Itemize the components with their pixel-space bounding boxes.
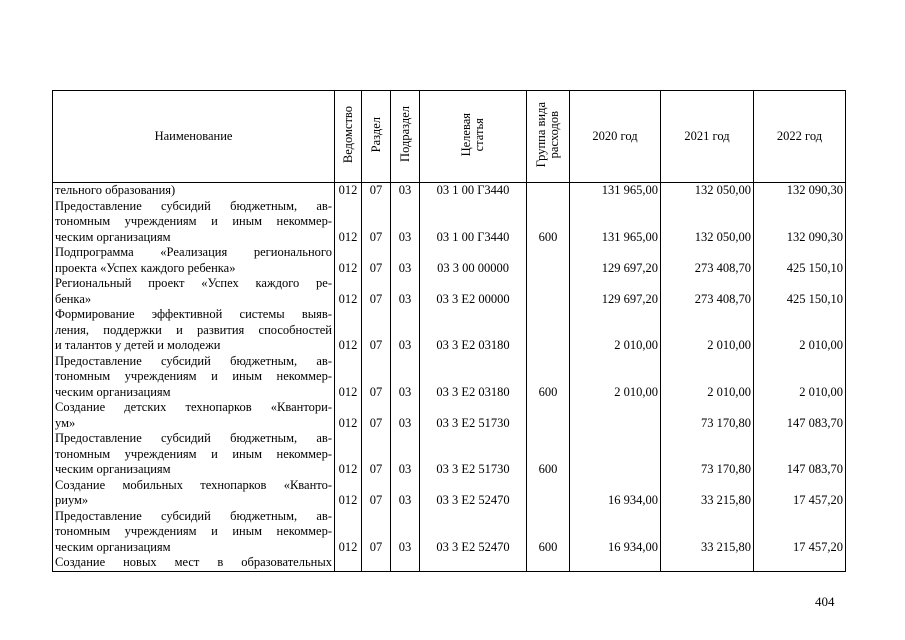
cell-podrazdel: 03 [391, 183, 420, 199]
header-2020: 2020 год [570, 91, 661, 183]
table-row [53, 400, 846, 431]
cell-name [53, 307, 335, 354]
cell-gruppa [527, 245, 570, 276]
cell-name [53, 431, 335, 478]
cell-podrazdel: 03 [391, 276, 420, 307]
cell-name [53, 555, 335, 571]
cell-gruppa: 600 [527, 354, 570, 401]
cell-2022: 132 090,30 [754, 183, 846, 199]
cell-2021: 132 050,00 [661, 183, 754, 199]
cell-celevaya-statya: 03 3 E2 00000 [420, 276, 527, 307]
cell-name [53, 183, 335, 199]
header-gruppa-line2: расходов [547, 110, 561, 158]
header-razdel-label: Раздел [368, 116, 383, 152]
cell-vedomstvo: 012 [335, 307, 362, 354]
cell-name [53, 509, 335, 556]
cell-name-line: ум» [55, 415, 76, 430]
cell-gruppa [527, 183, 570, 199]
cell-podrazdel: 03 [391, 307, 420, 354]
table-row [53, 307, 846, 354]
cell-2020 [570, 431, 661, 478]
cell-name-line: Предоставление субсидий бюджетным, ав- [55, 431, 332, 445]
cell-razdel: 07 [362, 400, 391, 431]
cell-name [53, 276, 335, 307]
cell-podrazdel: 03 [391, 478, 420, 509]
cell-gruppa: 600 [527, 431, 570, 478]
cell-gruppa: 600 [527, 199, 570, 246]
cell-2021: 33 215,80 [661, 509, 754, 556]
cell-razdel: 07 [362, 245, 391, 276]
cell-name-line: тономным учреждениям и иным некоммер- [55, 214, 332, 228]
cell-razdel [362, 555, 391, 571]
cell-2022: 147 083,70 [754, 431, 846, 478]
cell-vedomstvo: 012 [335, 183, 362, 199]
cell-razdel: 07 [362, 276, 391, 307]
cell-2021: 273 408,70 [661, 276, 754, 307]
cell-2022 [754, 555, 846, 571]
cell-celevaya-statya [420, 555, 527, 571]
cell-name-line: ческим организациям [55, 539, 171, 554]
table-row [53, 354, 846, 401]
cell-celevaya-statya: 03 3 00 00000 [420, 245, 527, 276]
header-statya-line2: статья [472, 117, 486, 151]
cell-2022: 425 150,10 [754, 245, 846, 276]
cell-gruppa [527, 478, 570, 509]
cell-2021: 132 050,00 [661, 199, 754, 246]
cell-name-line: бенка» [55, 291, 92, 306]
cell-razdel: 07 [362, 509, 391, 556]
cell-razdel: 07 [362, 307, 391, 354]
header-2021: 2021 год [661, 91, 754, 183]
header-name: Наименование [53, 91, 335, 183]
cell-razdel: 07 [362, 183, 391, 199]
header-razdel [362, 91, 391, 183]
cell-celevaya-statya: 03 1 00 Г3440 [420, 199, 527, 246]
cell-name-line: Создание детских технопарков «Квантори- [55, 400, 332, 414]
cell-2020 [570, 555, 661, 571]
cell-2022: 147 083,70 [754, 400, 846, 431]
header-gruppa-label [535, 102, 561, 167]
cell-vedomstvo: 012 [335, 478, 362, 509]
header-gruppa [527, 91, 570, 183]
table-row [53, 199, 846, 246]
cell-name-line: Формирование эффективной системы выяв- [55, 307, 332, 321]
cell-2020: 2 010,00 [570, 307, 661, 354]
cell-name-line: тономным учреждениям и иным некоммер- [55, 446, 332, 461]
cell-vedomstvo: 012 [335, 431, 362, 478]
cell-name-line: ческим организациям [55, 462, 171, 476]
header-row [53, 91, 846, 183]
table-body [53, 183, 846, 572]
cell-2022: 17 457,20 [754, 509, 846, 556]
cell-vedomstvo: 012 [335, 199, 362, 246]
cell-razdel: 07 [362, 478, 391, 509]
cell-vedomstvo: 012 [335, 245, 362, 276]
cell-name-line: Создание мобильных технопарков «Кванто- [55, 477, 332, 492]
cell-vedomstvo [335, 555, 362, 571]
page-number: 404 [815, 594, 835, 609]
cell-2022: 425 150,10 [754, 276, 846, 307]
cell-celevaya-statya: 03 3 E2 51730 [420, 431, 527, 478]
cell-podrazdel: 03 [391, 354, 420, 401]
budget-table [52, 90, 846, 572]
cell-2021: 2 010,00 [661, 307, 754, 354]
cell-celevaya-statya: 03 3 E2 03180 [420, 354, 527, 401]
cell-name-line: ческим организациям [55, 384, 171, 399]
cell-name-line: ческим организациям [55, 229, 171, 244]
cell-2021: 273 408,70 [661, 245, 754, 276]
cell-2021: 33 215,80 [661, 478, 754, 509]
cell-2021: 2 010,00 [661, 354, 754, 401]
table-row [53, 509, 846, 556]
cell-name-line: ления, поддержки и развития способностей [55, 322, 332, 337]
cell-celevaya-statya: 03 3 E2 51730 [420, 400, 527, 431]
cell-vedomstvo: 012 [335, 354, 362, 401]
cell-name-line: тельного образования) [55, 183, 176, 197]
cell-gruppa [527, 276, 570, 307]
table-row [53, 276, 846, 307]
header-statya [420, 91, 527, 183]
table-row [53, 555, 846, 571]
cell-celevaya-statya: 03 3 E2 52470 [420, 478, 527, 509]
cell-2020: 16 934,00 [570, 509, 661, 556]
header-podrazdel-label: Подраздел [397, 106, 412, 163]
cell-name [53, 478, 335, 509]
cell-2020: 131 965,00 [570, 183, 661, 199]
cell-name-line: проекта «Успех каждого ребенка» [55, 260, 236, 275]
cell-2022: 17 457,20 [754, 478, 846, 509]
cell-name-line: и талантов у детей и молодежи [55, 338, 221, 352]
cell-2021: 73 170,80 [661, 431, 754, 478]
header-statya-label [460, 113, 486, 156]
cell-name-line: тономным учреждениям и иным некоммер- [55, 369, 332, 383]
cell-name-line: риум» [55, 493, 89, 507]
cell-name [53, 400, 335, 431]
header-gruppa-line1: Группа вида [534, 101, 548, 167]
cell-name-line: Предоставление субсидий бюджетным, ав- [55, 198, 332, 213]
header-vedomstvo-label: Ведомство [340, 105, 355, 163]
cell-name-line: Предоставление субсидий бюджетным, ав- [55, 353, 332, 368]
cell-name [53, 199, 335, 246]
cell-2022: 2 010,00 [754, 307, 846, 354]
cell-name [53, 354, 335, 401]
cell-razdel: 07 [362, 354, 391, 401]
header-podrazdel [391, 91, 420, 183]
cell-2021 [661, 555, 754, 571]
table-row [53, 431, 846, 478]
cell-vedomstvo: 012 [335, 276, 362, 307]
header-vedomstvo [335, 91, 362, 183]
cell-celevaya-statya: 03 3 E2 52470 [420, 509, 527, 556]
cell-2020: 129 697,20 [570, 276, 661, 307]
cell-razdel: 07 [362, 199, 391, 246]
cell-podrazdel: 03 [391, 400, 420, 431]
table-row [53, 245, 846, 276]
cell-gruppa [527, 400, 570, 431]
cell-podrazdel: 03 [391, 509, 420, 556]
cell-name-line: Создание новых мест в образовательных [55, 555, 332, 569]
cell-gruppa [527, 555, 570, 571]
cell-2021: 73 170,80 [661, 400, 754, 431]
cell-vedomstvo: 012 [335, 509, 362, 556]
cell-2022: 2 010,00 [754, 354, 846, 401]
cell-name-line: Подпрограмма «Реализация регионального [55, 245, 332, 259]
cell-vedomstvo: 012 [335, 400, 362, 431]
cell-podrazdel: 03 [391, 245, 420, 276]
cell-razdel: 07 [362, 431, 391, 478]
cell-2022: 132 090,30 [754, 199, 846, 246]
cell-2020: 2 010,00 [570, 354, 661, 401]
cell-name [53, 245, 335, 276]
cell-podrazdel [391, 555, 420, 571]
cell-podrazdel: 03 [391, 199, 420, 246]
cell-2020: 16 934,00 [570, 478, 661, 509]
cell-podrazdel: 03 [391, 431, 420, 478]
header-2022: 2022 год [754, 91, 846, 183]
cell-celevaya-statya: 03 1 00 Г3440 [420, 183, 527, 199]
cell-name-line: Региональный проект «Успех каждого ре- [55, 276, 332, 290]
cell-name-line: тономным учреждениям и иным некоммер- [55, 524, 332, 538]
cell-gruppa: 600 [527, 509, 570, 556]
table-row [53, 183, 846, 199]
cell-celevaya-statya: 03 3 E2 03180 [420, 307, 527, 354]
cell-2020 [570, 400, 661, 431]
table-row [53, 478, 846, 509]
cell-2020: 129 697,20 [570, 245, 661, 276]
cell-name-line: Предоставление субсидий бюджетным, ав- [55, 508, 332, 523]
cell-2020: 131 965,00 [570, 199, 661, 246]
cell-gruppa [527, 307, 570, 354]
header-statya-line1: Целевая [459, 112, 473, 156]
